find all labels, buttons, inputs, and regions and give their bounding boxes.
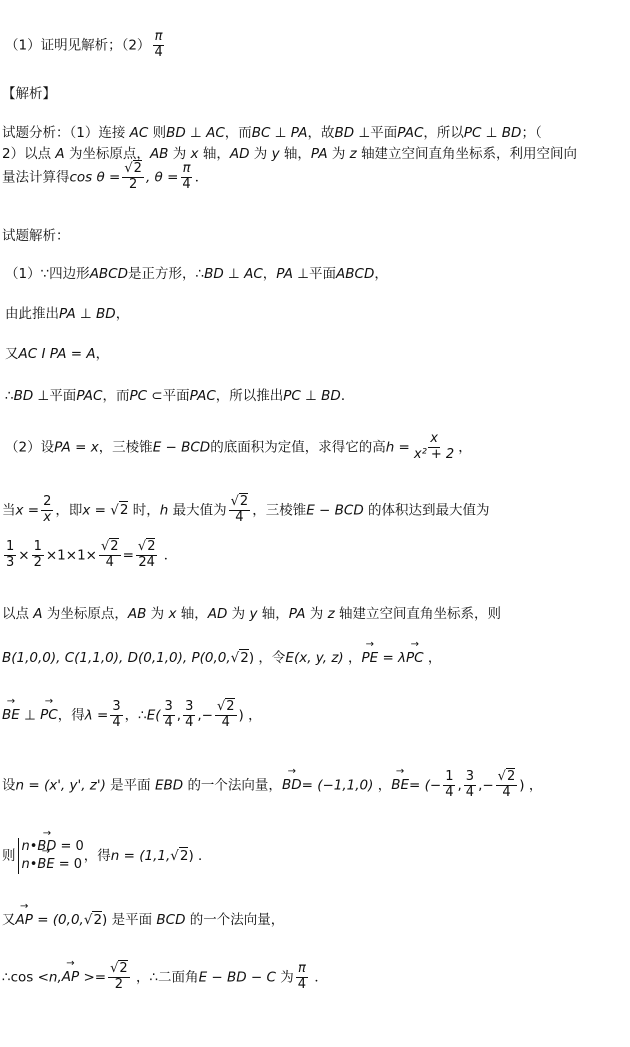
equation-system: n•→ BD = 0 n•→ BE = 0 xyxy=(18,838,84,874)
solution-line-11: 设n = (x', y', z') 是平面 EBD 的一个法向量，→ BD= (−1,1,0) ，→ BE= (− $\frac{1}{4}$ , $\frac{3}{4}$ ,− $\frac{√2}{4}$ ) ， xyxy=(2,770,542,801)
h-max-fraction: $\frac{√2}{4}$ xyxy=(230,494,249,525)
analysis-line-3: 量法计算得cos θ = $\frac{√2}{2}$ , θ = $\frac{\pi}{4}$ ． xyxy=(2,161,209,192)
solution-line-1: （1）∵四边形ABCD是正方形，∴BD ⊥ AC，PA ⊥平面ABCD， xyxy=(5,266,388,282)
solution-line-4: ∴BD ⊥平面PAC，而PC ⊂平面PAC，所以推出PC ⊥ BD． xyxy=(5,388,355,404)
solution-line-6: 当x = $\frac{2}{x}$ ，即x = √2 时，h 最大值为 $\frac{√2}{4}$ ，三棱锥E − BCD 的体积达到最大值为 xyxy=(2,494,490,525)
solution-line-8: 以点 A 为坐标原点，AB 为 x 轴，AD 为 y 轴，PA 为 z 轴建立空间直角坐标系，则 xyxy=(2,606,501,622)
height-fraction: $\frac{x}{\text{x² + 2}}$ xyxy=(413,431,455,462)
section-heading: 【解析】 xyxy=(2,86,56,102)
analysis-line-2: 2）以点 A 为坐标原点，AB 为 x 轴，AD 为 y 轴，PA 为 z 轴建立空间直角坐标系，利用空间向 xyxy=(2,146,578,162)
answer-line xyxy=(5,30,167,61)
answer-fraction: $\frac{\pi}{4}$ xyxy=(154,29,163,60)
analysis-line-1: 试题分析：（1）连接 AC 则BD ⊥ AC，而BC ⊥ PA，故BD ⊥平面PAC，所以PC ⊥ BD；（ xyxy=(2,125,542,141)
solution-line-3: 又AC I PA = A， xyxy=(5,346,110,362)
solution-line-12: 则 n•→ BD = 0 n•→ BE = 0 ，得n = (1,1,√2) ． xyxy=(2,838,212,874)
theta-fraction: $\frac{\pi}{4}$ xyxy=(182,161,191,192)
x-fraction: $\frac{2}{x}$ xyxy=(43,494,52,525)
solution-line-5: （2）设PA = x，三棱锥E − BCD的底面积为定值，求得它的高h = $\frac{x}{\text{x² + 2}}$ ， xyxy=(5,431,472,462)
solution-line-10: → BE ⊥ → PC，得λ = $\frac{3}{4}$ ，∴E( $\frac{3}{4}$ , $\frac{3}{4}$ ,− $\frac{√2}{4}$ ) ， xyxy=(2,700,262,731)
cos-theta-fraction: $\frac{√2}{2}$ xyxy=(124,161,142,192)
solution-line-13: 又→ AP = (0,0,√2) 是平面 BCD 的一个法向量， xyxy=(2,912,284,928)
solution-line-14: ∴cos <n,→ AP >= $\frac{√2}{2}$ ，∴二面角E − BD − C 为 $\frac{\pi}{4}$ ． xyxy=(2,962,328,993)
solution-line-7: $\frac{1}{3}$ × $\frac{1}{2}$ ×1×1× $\frac{√2}{4}$ = $\frac{√2}{24}$ ． xyxy=(6,539,178,570)
solution-line-9: B(1,0,0), C(1,1,0), D(0,1,0), P(0,0,√2) ，令E(x, y, z) ，→ PE = λ→ PC ， xyxy=(2,650,441,666)
solution-line-2: 由此推出PA ⊥ BD， xyxy=(5,306,130,322)
answer-label: （1）证明见解析；（2） xyxy=(5,37,151,54)
solution-heading: 试题解析： xyxy=(2,228,70,244)
